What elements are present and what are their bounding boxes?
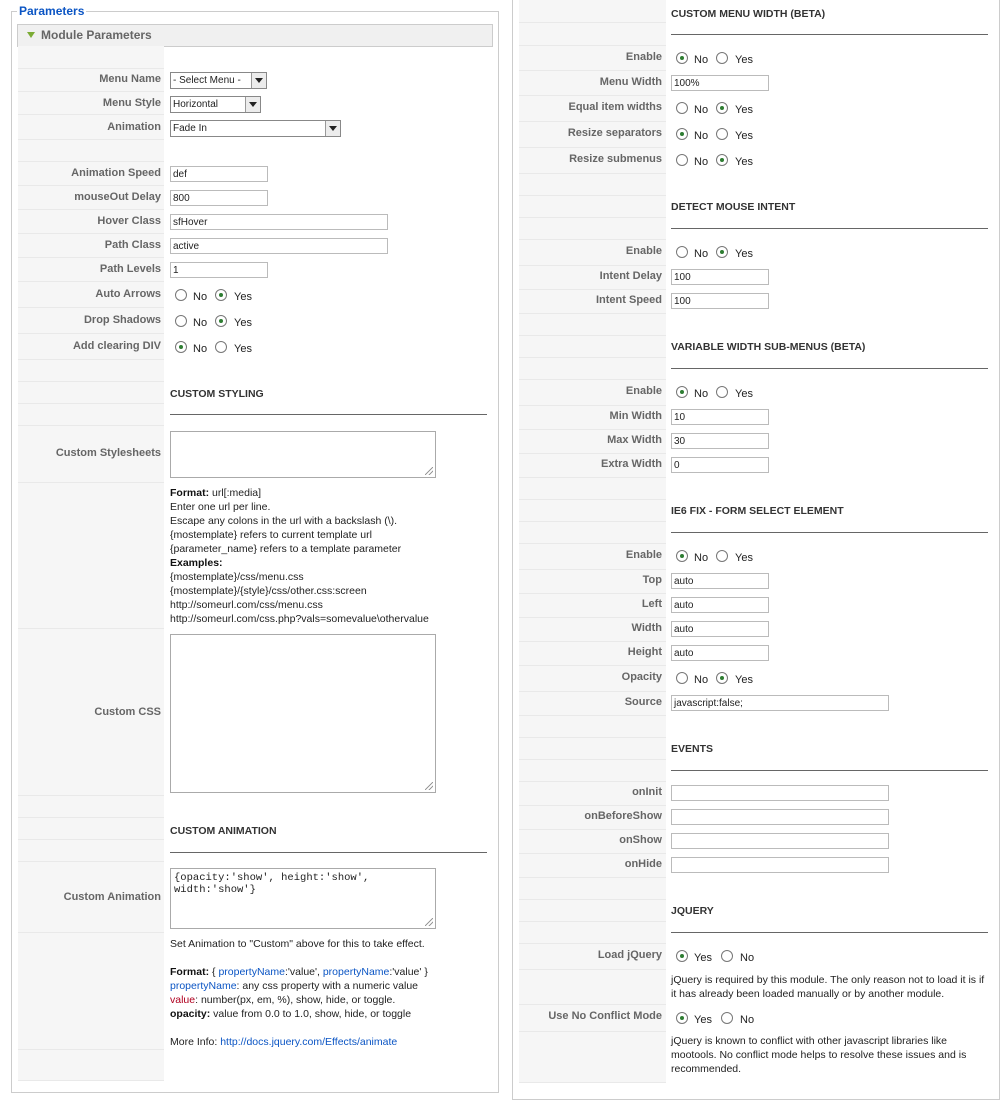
textarea-line: width:'show'} [174,884,256,896]
property-name: propertyName [170,980,237,992]
menu-style-value: Horizontal [173,99,219,110]
textarea-line: {opacity:'show', height:'show', [174,872,370,884]
format-bold: Format: [170,487,210,499]
variable-width-heading: VARIABLE WIDTH SUB-MENUS (BETA) [671,341,866,353]
resize-submenus-no-radio[interactable] [676,154,688,166]
radio-yes-label: Yes [735,130,753,142]
format-text: { [209,966,219,978]
label-cell [18,818,164,840]
menu-name-select[interactable] [170,72,267,89]
radio-no-label: No [694,674,709,686]
label-cell [519,738,666,760]
animation-help [170,937,492,1049]
ie6-width-label: Width [631,622,662,634]
section-divider [671,228,988,229]
custom-stylesheets-textarea[interactable] [170,431,436,478]
label-cell [519,218,666,240]
radio-yes-label: Yes [735,156,753,168]
ie6-top-label: Top [642,574,662,586]
radio-yes-label: Yes [694,952,712,964]
label-cell [519,500,666,522]
intent-delay-input[interactable]: 100 [671,269,769,285]
ie6-left-input[interactable]: auto [671,597,769,613]
resize-grip-icon [425,782,433,790]
radio-no-label: No [694,248,709,260]
oninit-label: onInit [632,786,662,798]
label-cell [519,878,666,900]
label-cell [18,140,164,162]
load-jquery-yes-radio[interactable] [676,950,688,962]
load-jquery-no-radio[interactable] [721,950,733,962]
menu-width-input[interactable]: 100% [671,75,769,91]
onbeforeshow-label: onBeforeShow [584,810,662,822]
drop-shadows-label: Drop Shadows [83,314,161,326]
radio-no-label: No [694,104,709,116]
radio-yes-label: Yes [735,674,753,686]
radio-no-label: No [694,130,709,142]
label-cell [519,760,666,782]
no-conflict-note: jQuery is known to conflict with other javascript libraries like mootools. No conflict mode helps to resolve these issues and is recommended. [671,1035,967,1075]
ie6-opacity-label: Opacity [621,671,662,683]
radio-yes-label: Yes [234,317,252,329]
section-divider [671,532,988,533]
resize-submenus-label: Resize submenus [569,153,662,165]
panel-title: Module Parameters [41,28,152,42]
jquery-heading: JQUERY [671,905,714,917]
format-text: : number(px, em, %), show, hide, or toggle. [195,994,396,1006]
label-cell [18,840,164,862]
property-name: propertyName [218,966,285,978]
drop-shadows-yes-radio[interactable] [215,315,227,327]
intent-speed-label: Intent Speed [595,294,662,306]
radio-yes-label: Yes [234,291,252,303]
path-class-input[interactable]: active [170,238,388,254]
label-cell [18,360,164,382]
resize-submenus-yes-radio[interactable] [716,154,728,166]
max-width-input[interactable]: 30 [671,433,769,449]
format-text: :'value', [284,966,323,978]
ie6-source-label: Source [624,696,662,708]
animation-select[interactable] [170,120,341,137]
label-cell [18,382,164,404]
format-text: : any css property with a numeric value [236,980,419,992]
resize-separators-no-radio[interactable] [676,128,688,140]
help-line: Escape any colons in the url with a backslash (\). [170,515,398,527]
ie6-left-label: Left [641,598,662,610]
detect-mouse-intent-heading: DETECT MOUSE INTENT [671,201,796,213]
ie6-enable-label: Enable [625,549,662,561]
onshow-input[interactable] [671,833,889,849]
radio-no-label: No [193,291,208,303]
label-cell [519,716,666,738]
custom-animation-textarea[interactable] [170,868,436,929]
help-line: Enter one url per line. [170,501,271,513]
label-cell [519,522,666,544]
section-divider [671,932,988,933]
radio-yes-label: Yes [735,104,753,116]
menu-style-label: Menu Style [102,97,161,109]
label-cell [519,314,666,336]
vws-enable-label: Enable [625,385,662,397]
equal-widths-no-radio[interactable] [676,102,688,114]
format-text: :'value' } [389,966,428,978]
menu-style-select[interactable] [170,96,261,113]
section-divider [671,34,988,35]
label-cell [18,1050,164,1081]
label-cell [519,970,666,1005]
section-divider [170,852,487,853]
dropdown-arrow-icon [251,73,266,88]
no-conflict-no-radio[interactable] [721,1012,733,1024]
resize-separators-yes-radio[interactable] [716,128,728,140]
mouseout-delay-label: mouseOut Delay [74,191,161,203]
label-cell [519,0,666,23]
clearing-div-label: Add clearing DIV [72,340,161,352]
clearing-div-yes-radio[interactable] [215,341,227,353]
parameters-legend: Parameters [19,4,85,18]
example-line: http://someurl.com/css/menu.css [170,599,323,611]
radio-no-label: No [694,156,709,168]
mouseout-delay-input[interactable]: 800 [170,190,268,206]
vws-enable-no-radio[interactable] [676,386,688,398]
label-cell [519,922,666,944]
label-cell [519,478,666,500]
custom-menu-width-heading: CUSTOM MENU WIDTH (BETA) [671,8,826,20]
property-name: propertyName [322,966,390,978]
format-bold: Format: [170,966,210,978]
hover-class-input[interactable]: sfHover [170,214,388,230]
label-cell [519,358,666,380]
radio-no-label: No [193,317,208,329]
radio-yes-label: Yes [735,552,753,564]
ie6-fix-heading: IE6 FIX - FORM SELECT ELEMENT [671,505,844,517]
radio-no-label: No [193,343,208,355]
onhide-label: onHide [624,858,662,870]
example-line: {mostemplate}/{style}/css/other.css:screen [170,585,367,597]
ie6-opacity-no-radio[interactable] [676,672,688,684]
stylesheets-help [170,486,490,626]
resize-grip-icon [425,918,433,926]
path-levels-label: Path Levels [99,263,161,275]
label-cell [18,933,164,1050]
cmw-enable-no-radio[interactable] [676,52,688,64]
label-cell [18,404,164,426]
resize-separators-label: Resize separators [567,127,662,139]
radio-yes-label: Yes [735,388,753,400]
vws-enable-yes-radio[interactable] [716,386,728,398]
ie6-height-input[interactable]: auto [671,645,769,661]
menu-width-label: Menu Width [599,76,662,88]
label-cell [519,23,666,46]
onhide-input[interactable] [671,857,889,873]
custom-animation-label: Custom Animation [63,891,161,903]
custom-animation-heading: CUSTOM ANIMATION [170,825,277,837]
help-line: {parameter_name} refers to a template parameter [170,543,402,555]
custom-css-textarea[interactable] [170,634,436,793]
ie6-enable-no-radio[interactable] [676,550,688,562]
module-parameters-panel-toggle[interactable] [17,24,493,47]
ie6-top-input[interactable]: auto [671,573,769,589]
custom-css-label: Custom CSS [94,706,161,718]
radio-yes-label: Yes [694,1014,712,1026]
section-divider [170,414,487,415]
animation-note: Set Animation to "Custom" above for this to take effect. [170,938,425,950]
path-class-label: Path Class [104,239,161,251]
label-cell [519,336,666,358]
menu-name-value: - Select Menu - [173,75,241,86]
auto-arrows-yes-radio[interactable] [215,289,227,301]
label-cell [519,900,666,922]
ie6-opacity-yes-radio[interactable] [716,672,728,684]
radio-yes-label: Yes [735,54,753,66]
no-conflict-label: Use No Conflict Mode [548,1010,662,1022]
example-line: http://someurl.com/css.php?vals=somevalue\othervalue [170,613,429,625]
no-conflict-yes-radio[interactable] [676,1012,688,1024]
dropdown-arrow-icon [325,121,340,136]
min-width-input[interactable]: 10 [671,409,769,425]
dmi-enable-no-radio[interactable] [676,246,688,258]
onshow-label: onShow [619,834,662,846]
label-cell [519,1032,666,1083]
equal-widths-label: Equal item widths [568,101,662,113]
cmw-enable-yes-radio[interactable] [716,52,728,64]
label-cell [18,483,164,629]
label-cell [519,174,666,196]
extra-width-label: Extra Width [600,458,662,470]
more-info-text: More Info: [170,1036,221,1048]
example-line: {mostemplate}/css/menu.css [170,571,304,583]
ie6-height-label: Height [627,646,662,658]
auto-arrows-label: Auto Arrows [95,288,161,300]
radio-no-label: No [740,952,755,964]
load-jquery-label: Load jQuery [597,949,662,961]
custom-styling-heading: CUSTOM STYLING [170,388,264,400]
radio-yes-label: Yes [234,343,252,355]
ie6-source-input[interactable]: javascript:false; [671,695,889,711]
radio-yes-label: Yes [735,248,753,260]
events-heading: EVENTS [671,743,714,755]
animation-speed-label: Animation Speed [71,167,161,179]
ie6-enable-yes-radio[interactable] [716,550,728,562]
radio-no-label: No [694,54,709,66]
animation-label: Animation [107,121,161,133]
section-divider [671,368,988,369]
dropdown-arrow-icon [245,97,260,112]
label-cell [18,796,164,818]
jquery-docs-link[interactable]: http://docs.jquery.com/Effects/animate [220,1036,398,1048]
radio-no-label: No [740,1014,755,1026]
opacity-bold: opacity: [170,1008,211,1020]
custom-stylesheets-label: Custom Stylesheets [55,447,161,459]
radio-no-label: No [694,552,709,564]
ie6-width-input[interactable]: auto [671,621,769,637]
examples-bold: Examples: [170,557,223,569]
hover-class-label: Hover Class [97,215,161,227]
label-cell [519,196,666,218]
onbeforeshow-input[interactable] [671,809,889,825]
min-width-label: Min Width [609,410,662,422]
radio-no-label: No [694,388,709,400]
animation-value: Fade In [173,123,207,134]
path-levels-input[interactable]: 1 [170,262,268,278]
load-jquery-note: jQuery is required by this module. The only reason not to load it is if it has already been loaded manually or by another module. [671,974,985,1000]
max-width-label: Max Width [607,434,662,446]
label-cell [18,46,164,69]
format-text: value from 0.0 to 1.0, show, hide, or toggle [210,1008,412,1020]
menu-name-label: Menu Name [99,73,161,85]
equal-widths-yes-radio[interactable] [716,102,728,114]
oninit-input[interactable] [671,785,889,801]
clearing-div-no-radio[interactable] [175,341,187,353]
format-text: url[:media] [209,487,262,499]
extra-width-input[interactable]: 0 [671,457,769,473]
drop-shadows-no-radio[interactable] [175,315,187,327]
intent-delay-label: Intent Delay [599,270,662,282]
dmi-enable-yes-radio[interactable] [716,246,728,258]
animation-speed-input[interactable]: def [170,166,268,182]
dmi-enable-label: Enable [625,245,662,257]
expand-arrow-icon [27,32,35,38]
auto-arrows-no-radio[interactable] [175,289,187,301]
intent-speed-input[interactable]: 100 [671,293,769,309]
value-term: value [170,994,196,1006]
help-line: {mostemplate} refers to current template url [170,529,372,541]
resize-grip-icon [425,467,433,475]
section-divider [671,770,988,771]
cmw-enable-label: Enable [625,51,662,63]
